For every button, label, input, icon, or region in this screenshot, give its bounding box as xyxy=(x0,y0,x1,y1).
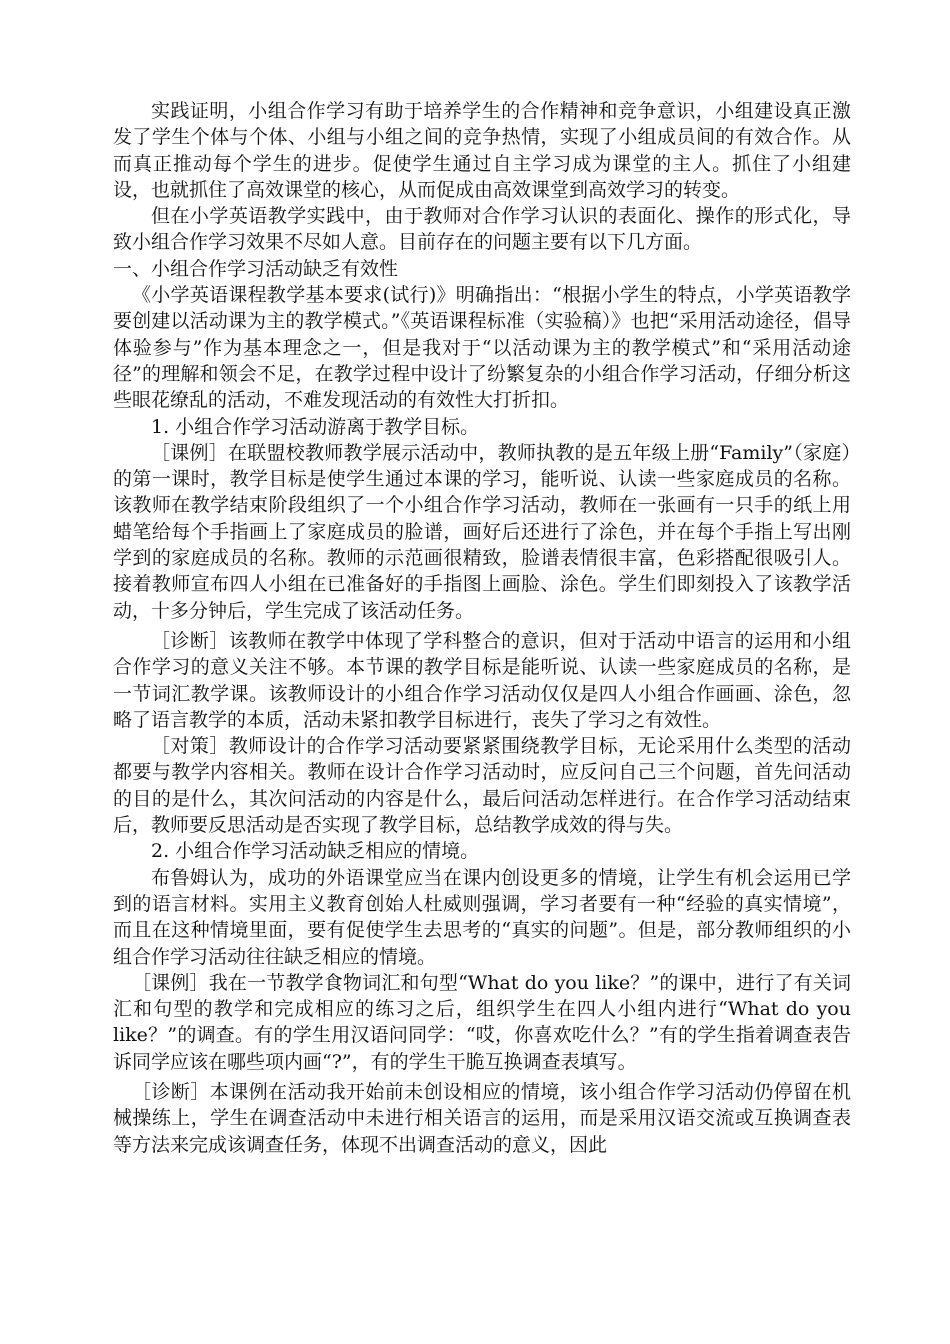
paragraph-diagnosis-1: ［诊断］该教师在教学中体现了学科整合的意识，但对于活动中语言的运用和小组合作学习的意义关注不够。本节课的教学目标是能听说、认读一些家庭成员的名称，是一节词汇教学课。该教师设计的小组合作学习活动仅仅是四人小组合作画画、涂色，忽略了语言教学的本质，活动未紧扣教学目标进行，丧失了学习之有效性。 xyxy=(113,629,851,731)
document-page xyxy=(113,98,851,1158)
paragraph-bloom: 布鲁姆认为，成功的外语课堂应当在课内创设更多的情境，让学生有机会运用已学到的语言材料。实用主义教育创始人杜威则强调，学习者要有一种“经验的真实情境”，而且在这种情境里面，要有促使学生去思考的“真实的问题”。但是，部分教师组织的小组合作学习活动往往缺乏相应的情境。 xyxy=(113,866,851,968)
paragraph-strategy-1: ［对策］教师设计的合作学习活动要紧紧围绕教学目标，无论采用什么类型的活动都要与教学内容相关。教师在设计合作学习活动时，应反问自己三个问题，首先问活动的目的是什么，其次问活动的内容是什么，最后问活动怎样进行。在合作学习活动结束后，教师要反思活动是否实现了教学目标，总结教学成效的得与失。 xyxy=(113,735,851,837)
paragraph-practice-proof: 实践证明，小组合作学习有助于培养学生的合作精神和竞争意识，小组建设真正激发了学生个体与个体、小组与小组之间的竞争热情，实现了小组成员间的有效合作。从而真正推动每个学生的进步。促使学生通过自主学习成为课堂的主人。抓住了小组建设，也就抓住了高效课堂的核心，从而促成由高效课堂到高效学习的转变。 xyxy=(113,100,851,201)
paragraph-case-1: ［课例］在联盟校教师教学展示活动中，教师执教的是五年级上册“Family”（家庭）的第一课时，教学目标是使学生通过本课的学习，能听说、认读一些家庭成员的名称。该教师在教学结束阶段组织了一个小组合作学习活动，教师在一张画有一只手的纸上用蜡笔给每个手指画上了家庭成员的脸谱，画好后还进行了涂色，并在每个手指上写出刚学到的家庭成员的名称。教师的示范画很精致，脸谱表情很丰富，色彩搭配很吸引人。接着教师宣布四人小组在已准备好的手指图上画脸、涂色。学生们即刻投入了该教学活动，十多分钟后，学生完成了该活动任务。 xyxy=(113,441,851,622)
paragraph-case-2: ［课例］我在一节教学食物词汇和句型“What do you like？”的课中，进行了有关词汇和句型的教学和完成相应的练习之后，组织学生在四人小组内进行“What do you like？”的调查。有的学生用汉语问同学：“哎，你喜欢吃什么？”有的学生指着调查表告诉同学应该在哪些项内画“?”，有的学生干脆互换调查表填写。 xyxy=(113,971,851,1073)
paragraph-diagnosis-2: ［诊断］本课例在活动我开始前未创设相应的情境，该小组合作学习活动仍停留在机械操练上，学生在调查活动中未进行相关语言的运用，而是采用汉语交流或互换调查表等方法来完成该调查任务，体现不出调查活动的意义，因此 xyxy=(113,1080,851,1156)
subheading-1: 1. 小组合作学习活动游离于教学目标。 xyxy=(151,415,480,438)
subheading-2: 2. 小组合作学习活动缺乏相应的情境。 xyxy=(151,840,480,863)
paragraph-problems-intro: 但在小学英语教学实践中，由于教师对合作学习认识的表面化、操作的形式化，导致小组合作学习效果不尽如人意。目前存在的问题主要有以下几方面。 xyxy=(113,205,851,254)
paragraph-curriculum-requirements: 《小学英语课程教学基本要求(试行)》明确指出：“根据小学生的特点，小学英语教学要创建以活动课为主的教学模式。”《英语课程标准（实验稿）》也把“采用活动途径，倡导体验参与”作为基本理念之一，但是我对于“以活动课为主的教学模式”和“采用活动途径”的理解和领会不足，在教学过程中设计了纷繁复杂的小组合作学习活动，仔细分析这些眼花缭乱的活动，不难发现活动的有效性大打折扣。 xyxy=(113,284,851,412)
section-heading-1: 一、小组合作学习活动缺乏有效性 xyxy=(113,257,399,280)
